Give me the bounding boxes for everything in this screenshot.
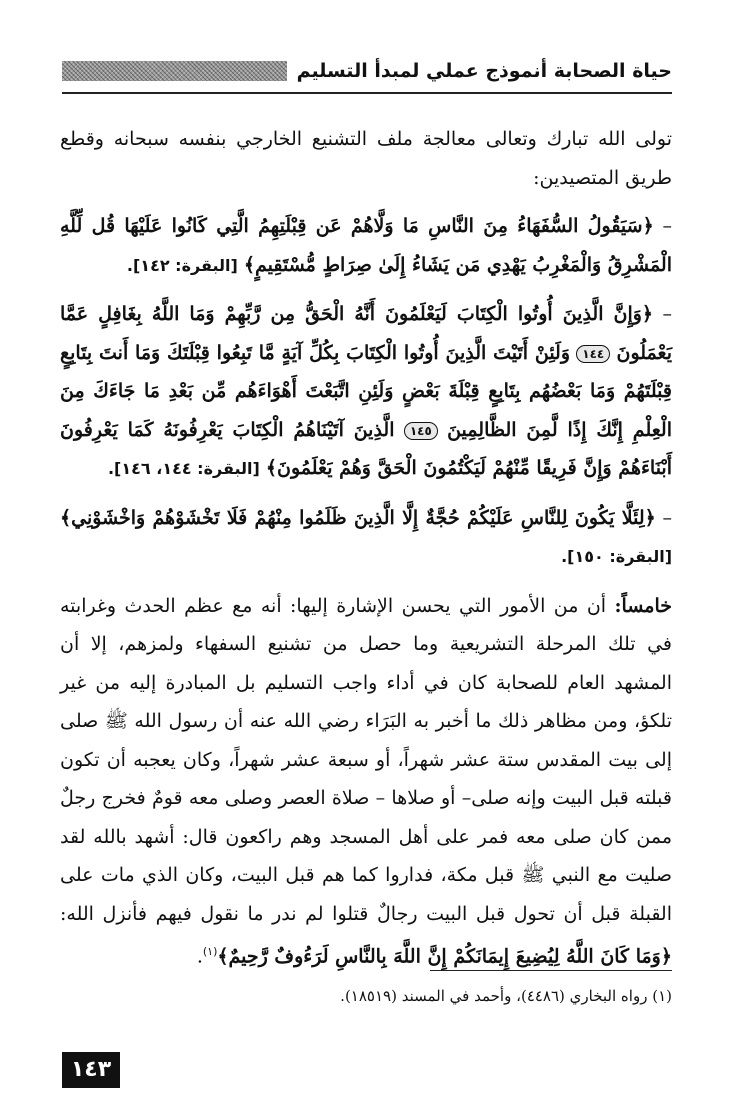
point-text: أن من الأمور التي يحسن الإشارة إليها: أنه مع عظم الحدث وغرابته في تلك المرحلة التشريعية وما حصل من تشنيع السفهاء ولمزهم، إلا أن المشهد العام للصحابة كان في أداء واجب التسليم بل المبادرة إليه من غير تلكؤ، ومن مظاهر ذلك ما أخبر به البَرَاء رضي الله عنه أن رسول الله ﷺ صلى إلى بيت المقدس ستة عشر شهراً، أو سبعة عشر شهراً، وكان يعجبه أن تكون قبلته قبل البيت وإنه صلى– أو صلاها – صلاة العصر وصلى معه قومٌ فخرج رجلٌ ممن كان صلى معه فمر على أهل المسجد وهم راكعون قال: أشهد بالله لقد صليت مع النبي ﷺ قبل مكة، فداروا كما هم قبل البيت، وكان الذي مات على القبلة قبل أن تحول قبل البيت رجالٌ قتلوا لم ندر ما نقول فيهم فأنزل الله: <box>60 594 672 925</box>
footnote-divider <box>430 970 672 971</box>
quote-1-dash: – <box>662 215 672 237</box>
quote-2-dash: – <box>662 303 672 325</box>
page-number: ١٤٣ <box>62 1052 120 1088</box>
quote-2-verse-part-1: ﴿وَإِنَّ الَّذِينَ أُوتُوا الْكِتَابَ لَيَعْلَمُونَ أَنَّهُ الْحَقُّ مِن رَّبِّهِمْ وَمَا اللَّهُ بِغَافِلٍ عَمَّا يَعْمَلُونَ <box>60 303 672 364</box>
verse-number-marker: ١٤٥ <box>404 422 438 440</box>
quote-2 <box>60 295 672 489</box>
quote-3-dash: – <box>662 506 672 529</box>
intro-paragraph: تولى الله تبارك وتعالى معالجة ملف التشنيع الخارجي بنفسه سبحانه وقطع طريق المتصيدين: <box>60 128 672 189</box>
point-heading: خامساً: <box>614 594 672 617</box>
quote-1-verse: ﴿سَيَقُولُ السُّفَهَاءُ مِنَ النَّاسِ مَا وَلَّاهُمْ عَن قِبْلَتِهِمُ الَّتِي كَانُوا عَلَيْهَا قُل لِّلَّهِ الْمَشْرِقُ وَالْمَغْرِبُ يَهْدِي مَن يَشَاءُ إِلَىٰ صِرَاطٍ مُّسْتَقِيمٍ﴾ <box>60 215 672 276</box>
running-header <box>62 52 672 90</box>
quote-1-reference: [البقرة: ١٤٢]. <box>126 255 238 275</box>
quote-1 <box>60 207 672 285</box>
verse-number-marker: ١٤٤ <box>576 345 610 363</box>
header-decorative-band <box>62 61 287 81</box>
header-title: حياة الصحابة أنموذج عملي لمبدأ التسليم <box>296 60 672 82</box>
quote-3-verse: ﴿لِئَلَّا يَكُونَ لِلنَّاسِ عَلَيْكُمْ حُجَّةٌ إِلَّا الَّذِينَ ظَلَمُوا مِنْهُمْ فَلَا تَخْشَوْهُمْ وَاخْشَوْنِي﴾ <box>60 506 656 529</box>
header-divider <box>62 92 672 94</box>
quote-2-verse-part-2: وَلَئِنْ أَتَيْتَ الَّذِينَ أُوتُوا الْكِتَابَ بِكُلِّ آيَةٍ مَّا تَبِعُوا قِبْلَتَكَ وَمَا أَنتَ بِتَابِعٍ قِبْلَتَهُمْ وَمَا بَعْضُهُم بِتَابِعٍ قِبْلَةَ بَعْضٍ وَلَئِنِ اتَّبَعْتَ أَهْوَاءَهُم مِّن بَعْدِ مَا جَاءَكَ مِنَ الْعِلْمِ إِنَّكَ إِذًا لَّمِنَ الظَّالِمِينَ <box>60 341 672 441</box>
quote-3-reference: [البقرة: ١٥٠]. <box>561 547 672 566</box>
quote-2-verse-part-3: الَّذِينَ آتَيْنَاهُمُ الْكِتَابَ يَعْرِفُونَهُ كَمَا يَعْرِفُونَ أَبْنَاءَهُمْ وَإِنَّ فَرِيقًا مِّنْهُمْ لَيَكْتُمُونَ الْحَقَّ وَهُمْ يَعْلَمُونَ﴾ <box>60 418 672 479</box>
closing-verse: ﴿وَمَا كَانَ اللَّهُ لِيُضِيعَ إِيمَانَكُمْ إِنَّ اللَّهَ بِالنَّاسِ لَرَءُوفٌ رَّحِيمٌ﴾ <box>217 945 672 968</box>
closing-period: . <box>196 945 203 968</box>
quote-3 <box>60 499 672 577</box>
fifth-point-paragraph <box>60 587 672 976</box>
footnote: (١) رواه البخاري (٤٤٨٦)، وأحمد في المسند (١٨٥١٩). <box>340 987 672 1005</box>
footnote-marker[interactable]: (١) <box>202 945 218 958</box>
page-body <box>60 120 672 986</box>
quote-2-reference: [البقرة: ١٤٤، ١٤٦]. <box>107 459 260 478</box>
